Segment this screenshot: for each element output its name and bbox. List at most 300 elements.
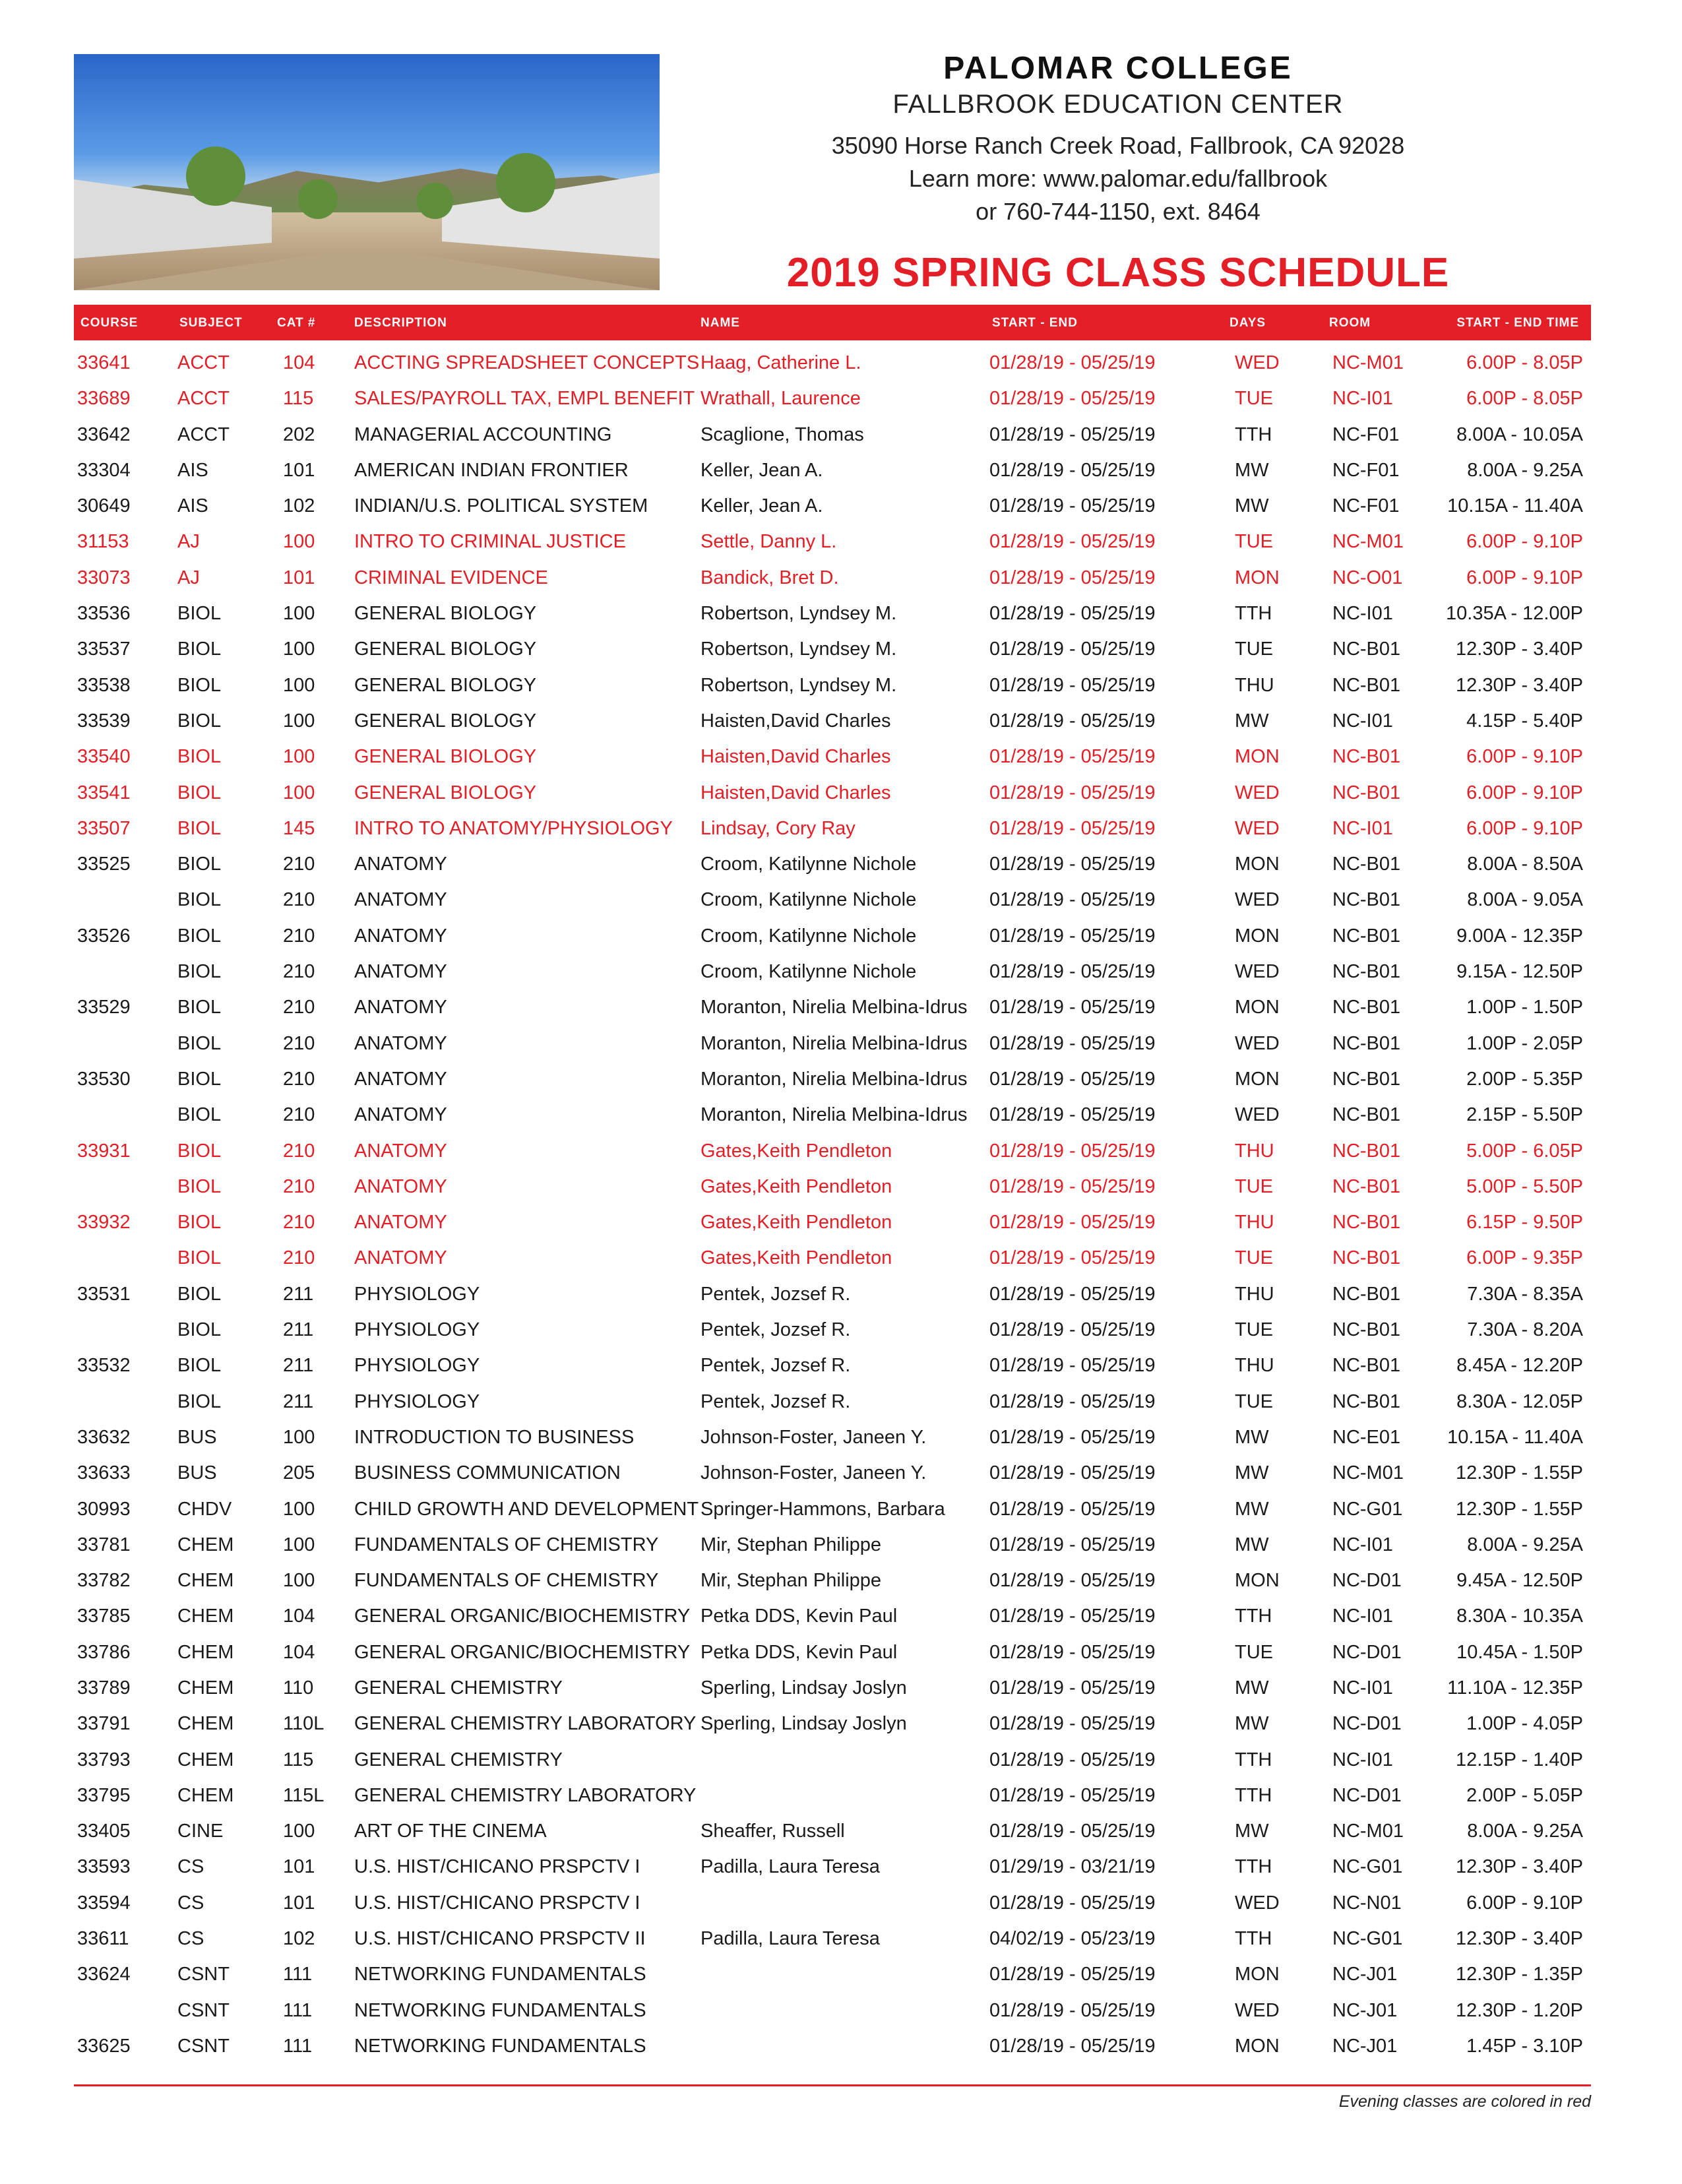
cell-instructor-name: Robertson, Lyndsey M. bbox=[701, 674, 897, 696]
cell-days: MW bbox=[1235, 1677, 1269, 1699]
table-row bbox=[74, 774, 1591, 810]
cell-instructor-name: Keller, Jean A. bbox=[701, 495, 823, 517]
cell-course-number: 33531 bbox=[77, 1283, 131, 1305]
cell-date-range: 01/28/19 - 05/25/19 bbox=[989, 2035, 1156, 2057]
cell-description: GENERAL BIOLOGY bbox=[354, 710, 537, 732]
cell-date-range: 01/28/19 - 05/25/19 bbox=[989, 961, 1156, 983]
cell-course-number: 33304 bbox=[77, 459, 131, 481]
table-row bbox=[74, 1168, 1591, 1204]
cell-description: GENERAL BIOLOGY bbox=[354, 639, 537, 660]
cell-days: THU bbox=[1235, 1140, 1274, 1162]
cell-instructor-name: Johnson-Foster, Janeen Y. bbox=[701, 1426, 927, 1448]
cell-subject: CHDV bbox=[177, 1498, 232, 1520]
cell-course-number: 33532 bbox=[77, 1355, 131, 1377]
cell-date-range: 01/28/19 - 05/25/19 bbox=[989, 1677, 1156, 1699]
cell-catalog-number: 145 bbox=[283, 817, 315, 839]
cell-room: NC-D01 bbox=[1332, 1641, 1402, 1663]
cell-date-range: 01/28/19 - 05/25/19 bbox=[989, 1212, 1156, 1233]
cell-subject: CS bbox=[177, 1856, 204, 1878]
cell-room: NC-B01 bbox=[1332, 674, 1401, 696]
cell-course-number: 33538 bbox=[77, 674, 131, 696]
col-start-end: START - END bbox=[992, 316, 1078, 330]
cell-description: PHYSIOLOGY bbox=[354, 1390, 480, 1412]
cell-subject: BIOL bbox=[177, 1032, 222, 1054]
cell-subject: ACCT bbox=[177, 423, 230, 445]
cell-room: NC-B01 bbox=[1332, 1355, 1401, 1377]
cell-subject: BIOL bbox=[177, 1212, 222, 1233]
table-row bbox=[74, 1347, 1591, 1383]
cell-time-range: 12.30P - 1.35P bbox=[1456, 1964, 1583, 1985]
cell-room: NC-M01 bbox=[1332, 1462, 1404, 1484]
cell-subject: CHEM bbox=[177, 1784, 234, 1806]
cell-catalog-number: 100 bbox=[283, 1534, 315, 1555]
table-row bbox=[74, 1705, 1591, 1741]
cell-days: MW bbox=[1235, 1821, 1269, 1842]
col-description: DESCRIPTION bbox=[354, 316, 447, 330]
cell-course-number: 33781 bbox=[77, 1534, 131, 1555]
cell-course-number: 33537 bbox=[77, 639, 131, 660]
cell-description: GENERAL CHEMISTRY bbox=[354, 1677, 563, 1699]
cell-instructor-name: Pentek, Jozsef R. bbox=[701, 1319, 851, 1341]
cell-description: ANATOMY bbox=[354, 1212, 447, 1233]
cell-date-range: 01/28/19 - 05/25/19 bbox=[989, 1247, 1156, 1269]
cell-room: NC-F01 bbox=[1332, 423, 1400, 445]
cell-subject: BIOL bbox=[177, 889, 222, 911]
cell-subject: BIOL bbox=[177, 1319, 222, 1341]
table-row bbox=[74, 1920, 1591, 1956]
cell-room: NC-B01 bbox=[1332, 639, 1401, 660]
table-row bbox=[74, 989, 1591, 1024]
cell-description: U.S. HIST/CHICANO PRSPCTV I bbox=[354, 1856, 640, 1878]
cell-catalog-number: 210 bbox=[283, 1212, 315, 1233]
cell-date-range: 01/28/19 - 05/25/19 bbox=[989, 639, 1156, 660]
cell-time-range: 8.00A - 8.50A bbox=[1467, 854, 1583, 875]
cell-days: WED bbox=[1235, 352, 1280, 373]
cell-date-range: 01/28/19 - 05/25/19 bbox=[989, 997, 1156, 1018]
cell-days: MW bbox=[1235, 495, 1269, 517]
table-row bbox=[74, 1096, 1591, 1132]
cell-description: ANATOMY bbox=[354, 1104, 447, 1126]
cell-catalog-number: 210 bbox=[283, 1032, 315, 1054]
cell-days: MON bbox=[1235, 997, 1280, 1018]
cell-course-number: 33525 bbox=[77, 854, 131, 875]
cell-date-range: 01/28/19 - 05/25/19 bbox=[989, 1964, 1156, 1985]
cell-catalog-number: 104 bbox=[283, 352, 315, 373]
table-row bbox=[74, 667, 1591, 702]
cell-room: NC-F01 bbox=[1332, 495, 1400, 517]
cell-time-range: 9.45A - 12.50P bbox=[1456, 1570, 1583, 1592]
cell-room: NC-N01 bbox=[1332, 1892, 1402, 1914]
cell-days: TTH bbox=[1235, 1856, 1272, 1878]
cell-room: NC-B01 bbox=[1332, 997, 1401, 1018]
cell-description: GENERAL CHEMISTRY bbox=[354, 1749, 563, 1770]
cell-catalog-number: 100 bbox=[283, 1498, 315, 1520]
cell-time-range: 9.00A - 12.35P bbox=[1456, 925, 1583, 947]
cell-room: NC-B01 bbox=[1332, 1068, 1401, 1090]
cell-days: THU bbox=[1235, 1355, 1274, 1377]
cell-time-range: 6.00P - 9.10P bbox=[1466, 782, 1583, 803]
cell-time-range: 10.45A - 1.50P bbox=[1456, 1641, 1583, 1663]
cell-instructor-name: Moranton, Nirelia Melbina-Idrus bbox=[701, 997, 968, 1018]
cell-course-number: 33593 bbox=[77, 1856, 131, 1878]
center-name: FALLBROOK EDUCATION CENTER bbox=[892, 90, 1344, 119]
learn-more-link[interactable]: Learn more: www.palomar.edu/fallbrook bbox=[908, 165, 1328, 192]
cell-instructor-name: Haisten,David Charles bbox=[701, 710, 891, 732]
cell-subject: BIOL bbox=[177, 1355, 222, 1377]
table-row bbox=[74, 1383, 1591, 1419]
cell-subject: BIOL bbox=[177, 1104, 222, 1126]
cell-date-range: 01/28/19 - 05/25/19 bbox=[989, 1032, 1156, 1054]
cell-instructor-name: Moranton, Nirelia Melbina-Idrus bbox=[701, 1068, 968, 1090]
cell-description: INDIAN/U.S. POLITICAL SYSTEM bbox=[354, 495, 648, 517]
table-row bbox=[74, 1311, 1591, 1347]
cell-subject: CHEM bbox=[177, 1749, 234, 1770]
cell-catalog-number: 104 bbox=[283, 1641, 315, 1663]
table-row bbox=[74, 1956, 1591, 1991]
table-row bbox=[74, 702, 1591, 738]
cell-subject: BIOL bbox=[177, 961, 222, 983]
cell-date-range: 01/28/19 - 05/25/19 bbox=[989, 854, 1156, 875]
cell-description: PHYSIOLOGY bbox=[354, 1283, 480, 1305]
cell-room: NC-M01 bbox=[1332, 531, 1404, 553]
cell-catalog-number: 205 bbox=[283, 1462, 315, 1484]
cell-catalog-number: 115L bbox=[283, 1784, 325, 1806]
cell-course-number: 30993 bbox=[77, 1498, 131, 1520]
cell-time-range: 12.15P - 1.40P bbox=[1456, 1749, 1583, 1770]
cell-time-range: 6.00P - 9.10P bbox=[1466, 1892, 1583, 1914]
col-cat: CAT # bbox=[277, 316, 316, 330]
cell-time-range: 12.30P - 3.40P bbox=[1456, 1928, 1583, 1950]
cell-description: MANAGERIAL ACCOUNTING bbox=[354, 423, 612, 445]
cell-description: U.S. HIST/CHICANO PRSPCTV I bbox=[354, 1892, 640, 1914]
cell-room: NC-I01 bbox=[1332, 1749, 1393, 1770]
cell-subject: AIS bbox=[177, 459, 208, 481]
cell-instructor-name: Sperling, Lindsay Joslyn bbox=[701, 1677, 907, 1699]
cell-catalog-number: 210 bbox=[283, 1068, 315, 1090]
cell-subject: CSNT bbox=[177, 2035, 230, 2057]
cell-time-range: 1.00P - 1.50P bbox=[1466, 997, 1583, 1018]
cell-date-range: 01/28/19 - 05/25/19 bbox=[989, 1140, 1156, 1162]
cell-date-range: 01/28/19 - 05/25/19 bbox=[989, 531, 1156, 553]
cell-catalog-number: 211 bbox=[283, 1390, 314, 1412]
cell-catalog-number: 115 bbox=[283, 388, 314, 410]
cell-instructor-name: Sheaffer, Russell bbox=[701, 1821, 845, 1842]
cell-instructor-name: Gates,Keith Pendleton bbox=[701, 1175, 892, 1197]
cell-course-number: 30649 bbox=[77, 495, 131, 517]
cell-date-range: 01/28/19 - 05/25/19 bbox=[989, 459, 1156, 481]
cell-course-number: 33624 bbox=[77, 1964, 131, 1985]
cell-room: NC-J01 bbox=[1332, 1999, 1398, 2021]
cell-catalog-number: 100 bbox=[283, 782, 315, 803]
cell-days: MON bbox=[1235, 567, 1280, 588]
cell-instructor-name: Pentek, Jozsef R. bbox=[701, 1355, 851, 1377]
cell-days: MW bbox=[1235, 1713, 1269, 1735]
cell-time-range: 6.00P - 9.35P bbox=[1466, 1247, 1583, 1269]
cell-days: MW bbox=[1235, 1534, 1269, 1555]
table-row bbox=[74, 738, 1591, 774]
cell-time-range: 8.00A - 9.25A bbox=[1467, 1821, 1583, 1842]
cell-subject: BIOL bbox=[177, 854, 222, 875]
cell-time-range: 6.00P - 9.10P bbox=[1466, 531, 1583, 553]
cell-time-range: 12.30P - 3.40P bbox=[1456, 1856, 1583, 1878]
cell-catalog-number: 101 bbox=[283, 1856, 315, 1878]
cell-subject: BUS bbox=[177, 1462, 217, 1484]
cell-time-range: 2.15P - 5.50P bbox=[1466, 1104, 1583, 1126]
cell-subject: BIOL bbox=[177, 639, 222, 660]
cell-instructor-name: Gates,Keith Pendleton bbox=[701, 1212, 892, 1233]
cell-instructor-name: Croom, Katilynne Nichole bbox=[701, 925, 917, 947]
cell-course-number: 33642 bbox=[77, 423, 131, 445]
cell-time-range: 12.30P - 1.20P bbox=[1456, 1999, 1583, 2021]
cell-days: MON bbox=[1235, 1964, 1280, 1985]
cell-subject: BIOL bbox=[177, 925, 222, 947]
cell-catalog-number: 110 bbox=[283, 1677, 314, 1699]
cell-date-range: 01/28/19 - 05/25/19 bbox=[989, 1283, 1156, 1305]
cell-description: ANATOMY bbox=[354, 854, 447, 875]
cell-catalog-number: 104 bbox=[283, 1606, 315, 1627]
cell-time-range: 8.00A - 10.05A bbox=[1456, 423, 1583, 445]
cell-time-range: 8.00A - 9.25A bbox=[1467, 459, 1583, 481]
cell-subject: BIOL bbox=[177, 997, 222, 1018]
cell-description: ANATOMY bbox=[354, 1247, 447, 1269]
cell-catalog-number: 210 bbox=[283, 1247, 315, 1269]
table-row bbox=[74, 953, 1591, 989]
cell-days: WED bbox=[1235, 889, 1280, 911]
cell-room: NC-G01 bbox=[1332, 1928, 1403, 1950]
cell-days: WED bbox=[1235, 1892, 1280, 1914]
cell-days: TUE bbox=[1235, 1247, 1273, 1269]
table-row bbox=[74, 1669, 1591, 1705]
cell-time-range: 5.00P - 5.50P bbox=[1466, 1175, 1583, 1197]
cell-room: NC-G01 bbox=[1332, 1856, 1403, 1878]
table-row bbox=[74, 487, 1591, 523]
cell-time-range: 8.30A - 10.35A bbox=[1456, 1606, 1583, 1627]
cell-days: MON bbox=[1235, 746, 1280, 768]
cell-time-range: 1.00P - 4.05P bbox=[1466, 1713, 1583, 1735]
cell-subject: BIOL bbox=[177, 674, 222, 696]
cell-time-range: 12.30P - 1.55P bbox=[1456, 1498, 1583, 1520]
cell-description: NETWORKING FUNDAMENTALS bbox=[354, 1964, 646, 1985]
cell-room: NC-I01 bbox=[1332, 1534, 1393, 1555]
col-course: COURSE bbox=[80, 316, 139, 330]
table-row bbox=[74, 810, 1591, 846]
cell-time-range: 1.00P - 2.05P bbox=[1466, 1032, 1583, 1054]
cell-subject: BUS bbox=[177, 1426, 217, 1448]
cell-days: MW bbox=[1235, 710, 1269, 732]
cell-room: NC-B01 bbox=[1332, 854, 1401, 875]
cell-days: THU bbox=[1235, 1212, 1274, 1233]
cell-instructor-name: Bandick, Bret D. bbox=[701, 567, 839, 588]
cell-course-number: 33536 bbox=[77, 603, 131, 625]
cell-description: ANATOMY bbox=[354, 1068, 447, 1090]
cell-instructor-name: Haag, Catherine L. bbox=[701, 352, 861, 373]
cell-subject: ACCT bbox=[177, 352, 230, 373]
cell-days: MW bbox=[1235, 459, 1269, 481]
cell-date-range: 01/28/19 - 05/25/19 bbox=[989, 1104, 1156, 1126]
table-row bbox=[74, 380, 1591, 416]
cell-instructor-name: Mir, Stephan Philippe bbox=[701, 1570, 882, 1592]
cell-catalog-number: 111 bbox=[283, 2035, 313, 2057]
col-name: NAME bbox=[701, 316, 740, 330]
cell-room: NC-I01 bbox=[1332, 1606, 1393, 1627]
cell-instructor-name: Moranton, Nirelia Melbina-Idrus bbox=[701, 1104, 968, 1126]
cell-date-range: 01/28/19 - 05/25/19 bbox=[989, 1999, 1156, 2021]
cell-catalog-number: 102 bbox=[283, 1928, 315, 1950]
cell-date-range: 01/28/19 - 05/25/19 bbox=[989, 352, 1156, 373]
cell-time-range: 8.45A - 12.20P bbox=[1456, 1355, 1583, 1377]
cell-course-number: 33526 bbox=[77, 925, 131, 947]
cell-time-range: 8.30A - 12.05P bbox=[1456, 1390, 1583, 1412]
cell-instructor-name: Johnson-Foster, Janeen Y. bbox=[701, 1462, 927, 1484]
cell-subject: AIS bbox=[177, 495, 208, 517]
cell-subject: CHEM bbox=[177, 1534, 234, 1555]
table-row bbox=[74, 559, 1591, 595]
cell-course-number: 33529 bbox=[77, 997, 131, 1018]
table-row bbox=[74, 1777, 1591, 1813]
cell-room: NC-I01 bbox=[1332, 603, 1393, 625]
table-row bbox=[74, 918, 1591, 953]
address: 35090 Horse Ranch Creek Road, Fallbrook, CA 92028 bbox=[831, 132, 1405, 159]
cell-instructor-name: Padilla, Laura Teresa bbox=[701, 1856, 880, 1878]
cell-date-range: 01/28/19 - 05/25/19 bbox=[989, 495, 1156, 517]
cell-catalog-number: 210 bbox=[283, 889, 315, 911]
cell-room: NC-M01 bbox=[1332, 1821, 1404, 1842]
cell-catalog-number: 100 bbox=[283, 674, 315, 696]
page-title: 2019 SPRING CLASS SCHEDULE bbox=[786, 250, 1450, 296]
cell-date-range: 01/28/19 - 05/25/19 bbox=[989, 1498, 1156, 1520]
cell-time-range: 6.15P - 9.50P bbox=[1466, 1212, 1583, 1233]
cell-time-range: 2.00P - 5.05P bbox=[1466, 1784, 1583, 1806]
cell-days: TTH bbox=[1235, 1606, 1272, 1627]
cell-catalog-number: 211 bbox=[283, 1319, 314, 1341]
cell-catalog-number: 100 bbox=[283, 746, 315, 768]
cell-room: NC-I01 bbox=[1332, 388, 1393, 410]
cell-course-number: 33795 bbox=[77, 1784, 131, 1806]
cell-days: MW bbox=[1235, 1426, 1269, 1448]
cell-subject: BIOL bbox=[177, 782, 222, 803]
cell-description: PHYSIOLOGY bbox=[354, 1355, 480, 1377]
table-row bbox=[74, 1133, 1591, 1168]
cell-subject: ACCT bbox=[177, 388, 230, 410]
phone: or 760-744-1150, ext. 8464 bbox=[976, 198, 1261, 225]
cell-instructor-name: Gates,Keith Pendleton bbox=[701, 1247, 892, 1269]
cell-date-range: 01/28/19 - 05/25/19 bbox=[989, 1606, 1156, 1627]
cell-instructor-name: Croom, Katilynne Nichole bbox=[701, 889, 917, 911]
cell-course-number: 33625 bbox=[77, 2035, 131, 2057]
cell-days: TUE bbox=[1235, 1390, 1273, 1412]
cell-instructor-name: Pentek, Jozsef R. bbox=[701, 1390, 851, 1412]
cell-catalog-number: 110L bbox=[283, 1713, 325, 1735]
cell-description: ANATOMY bbox=[354, 1140, 447, 1162]
cell-room: NC-D01 bbox=[1332, 1784, 1402, 1806]
table-row bbox=[74, 881, 1591, 917]
cell-description: GENERAL BIOLOGY bbox=[354, 746, 537, 768]
cell-subject: CHEM bbox=[177, 1641, 234, 1663]
cell-instructor-name: Robertson, Lyndsey M. bbox=[701, 603, 897, 625]
cell-course-number: 33611 bbox=[77, 1928, 129, 1950]
cell-time-range: 2.00P - 5.35P bbox=[1466, 1068, 1583, 1090]
cell-instructor-name: Lindsay, Cory Ray bbox=[701, 817, 856, 839]
table-row bbox=[74, 1848, 1591, 1884]
cell-instructor-name: Croom, Katilynne Nichole bbox=[701, 961, 917, 983]
cell-description: PHYSIOLOGY bbox=[354, 1319, 480, 1341]
cell-description: CHILD GROWTH AND DEVELOPMENT bbox=[354, 1498, 699, 1520]
table-row bbox=[74, 1239, 1591, 1275]
cell-catalog-number: 100 bbox=[283, 710, 315, 732]
cell-room: NC-E01 bbox=[1332, 1426, 1401, 1448]
cell-days: MON bbox=[1235, 925, 1280, 947]
cell-description: FUNDAMENTALS OF CHEMISTRY bbox=[354, 1570, 659, 1592]
cell-description: ACCTING SPREADSHEET CONCEPTS bbox=[354, 352, 700, 373]
schedule-table bbox=[74, 344, 1591, 2063]
table-row bbox=[74, 631, 1591, 666]
cell-instructor-name: Padilla, Laura Teresa bbox=[701, 1928, 880, 1950]
cell-description: GENERAL BIOLOGY bbox=[354, 782, 537, 803]
cell-instructor-name: Settle, Danny L. bbox=[701, 531, 837, 553]
cell-time-range: 1.45P - 3.10P bbox=[1466, 2035, 1583, 2057]
col-days: DAYS bbox=[1230, 316, 1266, 330]
table-row bbox=[74, 1741, 1591, 1777]
cell-room: NC-B01 bbox=[1332, 1032, 1401, 1054]
cell-subject: BIOL bbox=[177, 1140, 222, 1162]
cell-room: NC-J01 bbox=[1332, 1964, 1398, 1985]
cell-course-number: 33785 bbox=[77, 1606, 131, 1627]
cell-description: GENERAL CHEMISTRY LABORATORY bbox=[354, 1784, 697, 1806]
cell-date-range: 04/02/19 - 05/23/19 bbox=[989, 1928, 1156, 1950]
cell-days: MON bbox=[1235, 854, 1280, 875]
cell-date-range: 01/28/19 - 05/25/19 bbox=[989, 746, 1156, 768]
cell-room: NC-B01 bbox=[1332, 782, 1401, 803]
cell-days: WED bbox=[1235, 782, 1280, 803]
cell-time-range: 6.00P - 8.05P bbox=[1466, 388, 1583, 410]
table-row bbox=[74, 344, 1591, 380]
cell-room: NC-D01 bbox=[1332, 1570, 1402, 1592]
cell-date-range: 01/28/19 - 05/25/19 bbox=[989, 1534, 1156, 1555]
cell-time-range: 11.10A - 12.35P bbox=[1447, 1677, 1583, 1699]
cell-description: ANATOMY bbox=[354, 1175, 447, 1197]
cell-description: U.S. HIST/CHICANO PRSPCTV II bbox=[354, 1928, 646, 1950]
cell-catalog-number: 115 bbox=[283, 1749, 314, 1770]
cell-description: GENERAL BIOLOGY bbox=[354, 603, 537, 625]
cell-days: TTH bbox=[1235, 1784, 1272, 1806]
cell-room: NC-B01 bbox=[1332, 1319, 1401, 1341]
cell-catalog-number: 202 bbox=[283, 423, 315, 445]
cell-catalog-number: 101 bbox=[283, 1892, 315, 1914]
cell-room: NC-B01 bbox=[1332, 1247, 1401, 1269]
table-row bbox=[74, 595, 1591, 631]
cell-time-range: 8.00A - 9.25A bbox=[1467, 1534, 1583, 1555]
cell-course-number: 33073 bbox=[77, 567, 131, 588]
cell-catalog-number: 210 bbox=[283, 854, 315, 875]
cell-subject: CHEM bbox=[177, 1677, 234, 1699]
cell-catalog-number: 111 bbox=[283, 1999, 313, 2021]
cell-instructor-name: Keller, Jean A. bbox=[701, 459, 823, 481]
cell-days: WED bbox=[1235, 817, 1280, 839]
cell-time-range: 10.15A - 11.40A bbox=[1447, 495, 1583, 517]
cell-days: TTH bbox=[1235, 1928, 1272, 1950]
cell-time-range: 4.15P - 5.40P bbox=[1466, 710, 1583, 732]
cell-days: TUE bbox=[1235, 531, 1273, 553]
cell-subject: BIOL bbox=[177, 603, 222, 625]
cell-days: TUE bbox=[1235, 639, 1273, 660]
cell-description: ANATOMY bbox=[354, 997, 447, 1018]
cell-instructor-name: Haisten,David Charles bbox=[701, 782, 891, 803]
cell-catalog-number: 100 bbox=[283, 1426, 315, 1448]
cell-course-number: 31153 bbox=[77, 531, 129, 553]
cell-description: INTRODUCTION TO BUSINESS bbox=[354, 1426, 635, 1448]
cell-time-range: 6.00P - 9.10P bbox=[1466, 817, 1583, 839]
cell-date-range: 01/28/19 - 05/25/19 bbox=[989, 1892, 1156, 1914]
